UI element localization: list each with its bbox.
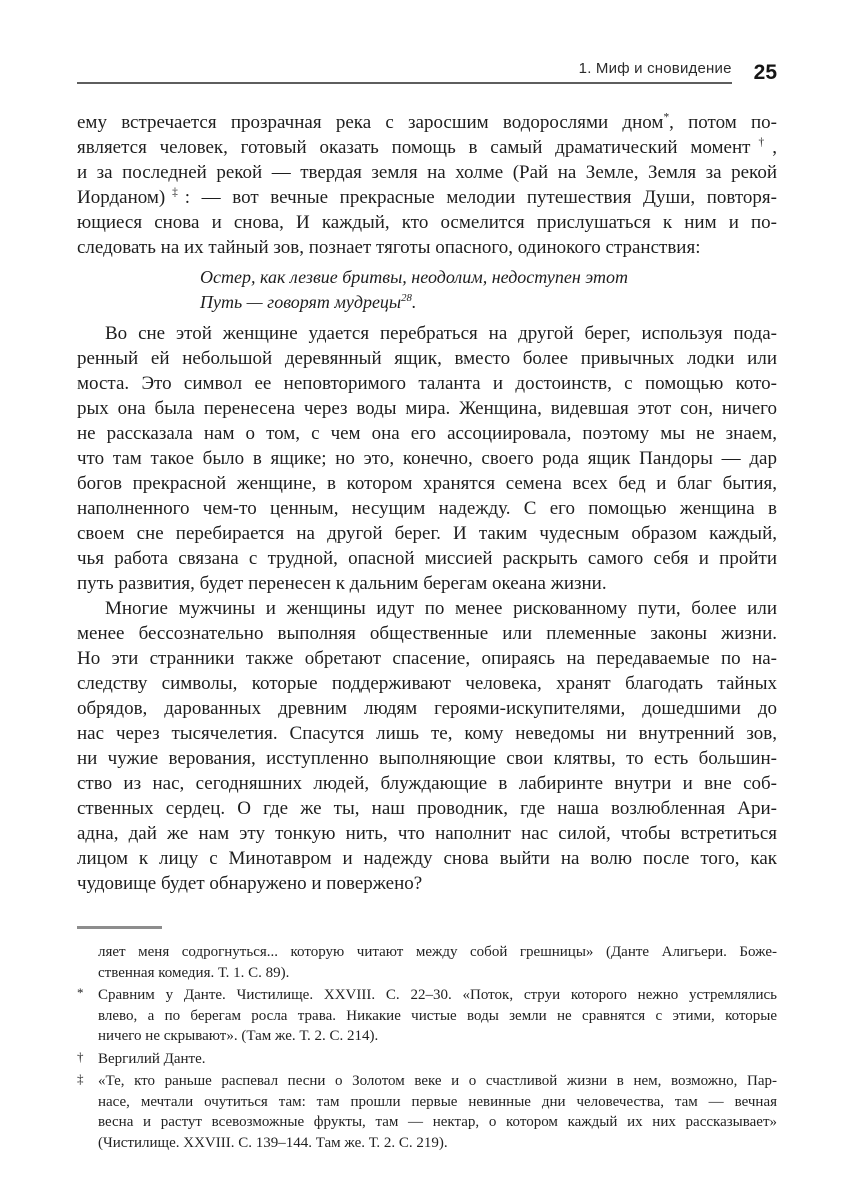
text-line: своем сне перебирается на другой берег. И таким чудесным образом каждый, bbox=[77, 523, 777, 544]
text-line: Во сне этой женщине удается перебраться на другой берег, используя пода- bbox=[105, 323, 777, 344]
page-number: 25 bbox=[753, 61, 777, 84]
paragraph bbox=[77, 110, 777, 260]
header-rule bbox=[77, 60, 732, 84]
footnote bbox=[77, 1049, 777, 1070]
footnote-text bbox=[98, 942, 777, 983]
footnote bbox=[77, 942, 777, 983]
running-head-title: 1. Миф и сновидение bbox=[578, 60, 732, 77]
text-line: ственных сердец. О где же ты, наш проводник, где наша возлюбленная Ари- bbox=[77, 798, 777, 819]
text-line: Путь — говорят мудрецы$^{28}$. bbox=[200, 292, 417, 312]
text-line: весна и растут всевозможные фрукты, там — нектар, о котором каждый их них рассказывает» bbox=[98, 1114, 777, 1130]
text-line: является человек, готовый оказать помощь в самый драматический момент†, bbox=[77, 136, 777, 158]
text-line: адна, дай же нам эту тонкую нить, что наполнит нас силой, чтобы встретиться bbox=[77, 823, 777, 844]
text-line: насе, мечтали очутиться там: там прошли первые невинные дни человечества, там — вечная bbox=[98, 1093, 777, 1110]
text-line: ляет меня содрогнуться... которую читают между собой грешницы» (Данте Алигьери. Боже- bbox=[98, 944, 777, 960]
page-header bbox=[77, 60, 777, 84]
footnote-marker bbox=[77, 940, 98, 981]
text-line: «Те, кто раньше распевал песни о Золотом веке и о счастливой жизни в нем, возможно, Пар- bbox=[98, 1073, 777, 1089]
text-line: ющиеся снова и снова, И каждый, кто осмелится прислушаться к ним и по- bbox=[77, 212, 777, 233]
text-line: лицом к лицу с Минотавром и надежду снова выйти на волю после того, как bbox=[77, 848, 777, 869]
text-line: ни чужие верования, исступленно выполняющие свои клятвы, то есть большин- bbox=[77, 748, 777, 769]
text-line: Вергилий Данте. bbox=[98, 1050, 206, 1067]
text-line: Остер, как лезвие бритвы, неодолим, недоступен этот bbox=[200, 267, 628, 287]
text-line: нас через тысячелетия. Спасутся лишь те, кому неведомы ни внутренний зов, bbox=[77, 723, 777, 744]
text-line: следовать на их тайный зов, познает тяготы опасного, одинокого странствия: bbox=[77, 237, 701, 258]
paragraph bbox=[77, 321, 777, 596]
body-text bbox=[77, 110, 777, 896]
text-line: Но эти странники также обретают спасение, опираясь на передаваемые по на- bbox=[77, 648, 777, 669]
footnote-marker: ‡ bbox=[77, 1071, 84, 1086]
verse-quote bbox=[200, 265, 777, 315]
footnote-text bbox=[98, 1071, 777, 1153]
text-line: моста. Это символ ее неповторимого таланта и достоинств, с помощью кото- bbox=[77, 373, 777, 394]
footnote bbox=[77, 1071, 777, 1153]
footnote-marker: * bbox=[77, 985, 84, 1000]
text-line: ренный ей небольшой деревянный ящик, вместо более привычных лодки или bbox=[77, 348, 777, 369]
text-line: и за последней рекой — твердая земля на холме (Рай на Земле, Земля за рекой bbox=[77, 162, 777, 183]
text-line: чудовище будет обнаружено и повержено? bbox=[77, 873, 423, 894]
text-line: (Чистилище. XXVIII. С. 139–144. Там же. Т. 2. С. 219). bbox=[98, 1134, 448, 1151]
footnote bbox=[77, 985, 777, 1047]
text-line: ничего не скрывают». (Там же. Т. 2. С. 214). bbox=[98, 1028, 379, 1044]
text-line: рых она была перенесена через воды мира. Женщина, видевшая этот сон, ничего bbox=[77, 398, 777, 419]
text-line: Иорданом)‡: — вот вечные прекрасные мелодии путешествия Души, повторя- bbox=[77, 186, 777, 208]
footnote-separator-rule bbox=[77, 926, 162, 929]
footnote-text bbox=[98, 1049, 777, 1070]
text-line: не рассказала нам о том, с чем она его ассоциировала, поэтому мы не знаем, bbox=[77, 423, 777, 444]
text-line: Сравним у Данте. Чистилище. XXVIII. С. 22–30. «Поток, струи которого нежно устремлялись bbox=[98, 987, 777, 1003]
text-line: чья работа связана с трудной, опасной миссией раскрыть самого себя и пройти bbox=[77, 548, 777, 569]
text-line: что там такое было в ящике; но это, конечно, своего рода ящик Пандоры — дар bbox=[77, 448, 777, 469]
footnotes-section bbox=[77, 926, 777, 1153]
text-line: Многие мужчины и женщины идут по менее рискованному пути, более или bbox=[105, 598, 777, 619]
text-line: путь развития, будет перенесен к дальним берегам океана жизни. bbox=[77, 573, 607, 594]
paragraph bbox=[77, 596, 777, 896]
footnote-text bbox=[98, 985, 777, 1047]
text-line: богов прекрасной женщине, в котором хранятся семена всех бед и благ бытия, bbox=[77, 473, 777, 494]
text-line: ему встречается прозрачная река с заросшим водорослями дном*, потом по- bbox=[77, 111, 777, 133]
text-line: менее бессознательно выполняя общественные или племенные законы жизни. bbox=[77, 623, 777, 644]
text-line: следству символы, которые поддерживают человека, хранят благодать тайных bbox=[77, 673, 777, 694]
footnotes-list bbox=[77, 942, 777, 1153]
text-line: ственная комедия. Т. 1. С. 89). bbox=[98, 964, 290, 981]
text-line: ство из нас, сегодняшних людей, блуждающие в лабиринте внутри и вне соб- bbox=[77, 773, 777, 794]
text-line: влево, а по берегам росла трава. Никакие чистые воды земли не сравнятся с этими, которые bbox=[98, 1007, 777, 1024]
text-line: обрядов, дарованных древним людям героями-искупителями, дошедшими до bbox=[77, 698, 777, 719]
footnote-marker: † bbox=[77, 1048, 84, 1064]
text-line: наполненного чем-то ценным, несущим надежду. С его помощью женщина в bbox=[77, 498, 777, 519]
